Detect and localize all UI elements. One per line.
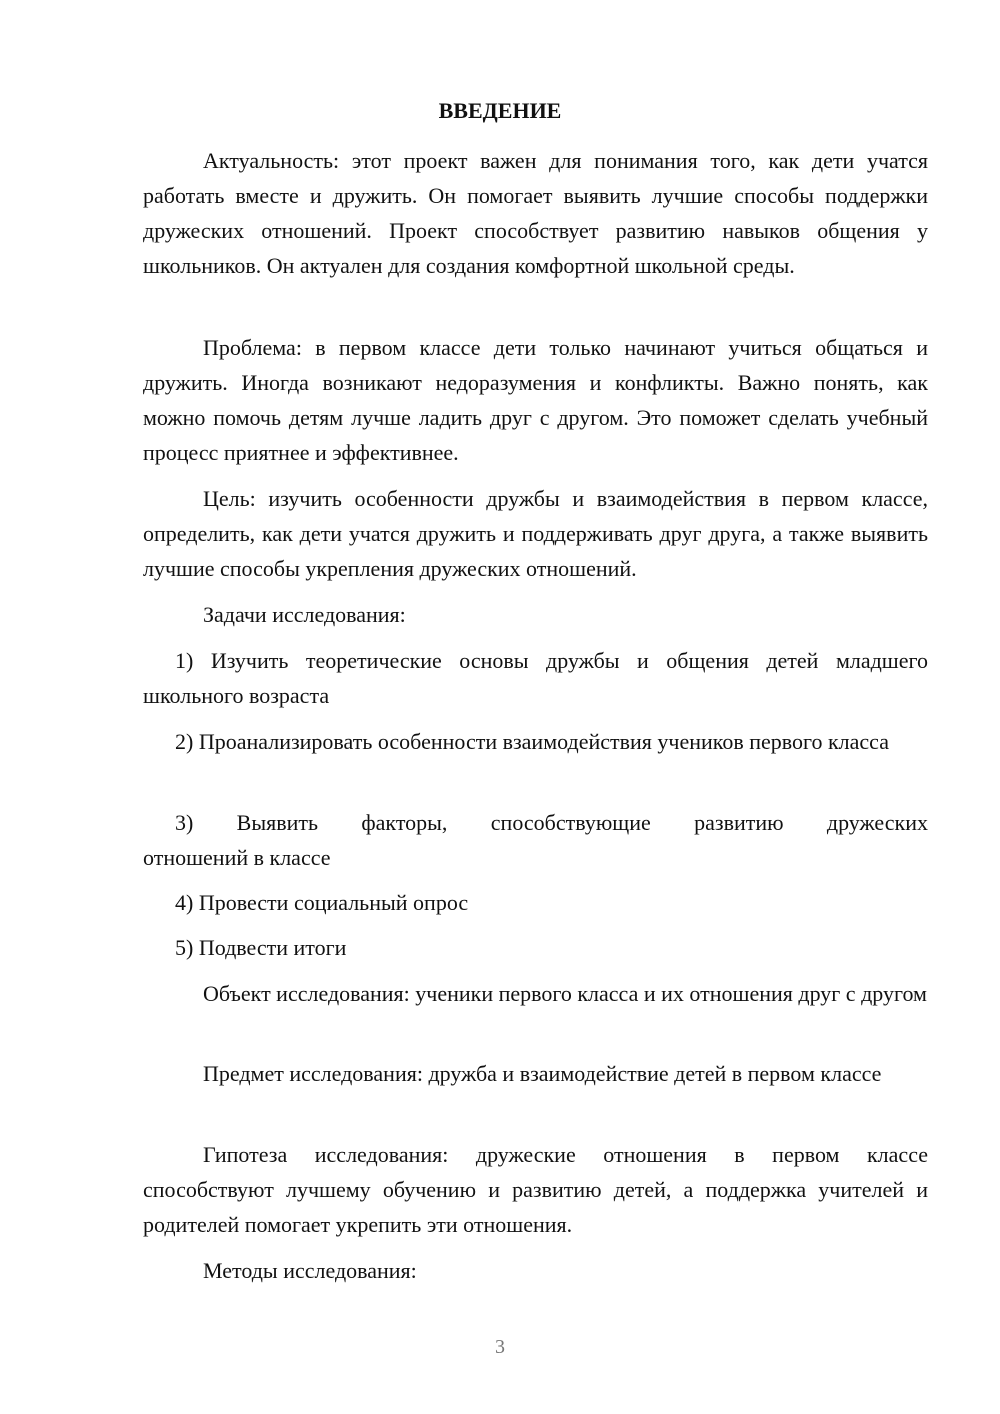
paragraph-problem: Проблема: в первом классе дети только начинают учиться общаться и дружить. Иногда возникают недоразумения и конфликты. Важно понять, как можно помочь детям лучше ладить друг с другом. Это поможет сделать учебный процесс приятнее и эффективнее. [143, 335, 928, 465]
task-3-word: факторы, [361, 810, 448, 835]
paragraph-relevance: Актуальность: этот проект важен для понимания того, как дети учатся работать вместе и дружить. Он помогает выявить лучшие способы поддержки дружеских отношений. Проект способствует развитию навыков общения у школьников. Он актуален для создания комфортной школьной среды. [143, 148, 928, 278]
task-item-4: 4) Провести социальный опрос [175, 890, 469, 915]
task-item-2: 2) Проанализировать особенности взаимодействия учеников первого класса [175, 729, 889, 754]
task-item-3-first-line [143, 805, 928, 840]
task-item-3 [143, 805, 928, 875]
page-number: 3 [495, 1336, 505, 1358]
paragraph-object: Объект исследования: ученики первого класса и их отношения друг с другом [203, 981, 927, 1006]
task-3-word: способствующие [490, 810, 651, 835]
task-item-3-second-line: отношений в классе [143, 845, 331, 870]
task-3-word: Выявить [236, 810, 319, 835]
task-item-1: 1) Изучить теоретические основы дружбы и общения детей младшего школьного возраста [143, 648, 928, 708]
task-3-word: дружеских [826, 810, 928, 835]
task-3-word: 3) [175, 810, 194, 835]
paragraph-goal: Цель: изучить особенности дружбы и взаимодействия в первом классе, определить, как дети учатся дружить и поддерживать друг друга, а также выявить лучшие способы укрепления дружеских отношений. [143, 486, 928, 581]
paragraph-subject: Предмет исследования: дружба и взаимодействие детей в первом классе [203, 1061, 882, 1086]
task-item-5: 5) Подвести итоги [175, 935, 347, 960]
task-3-word: развитию [694, 810, 784, 835]
methods-heading: Методы исследования: [203, 1258, 417, 1283]
tasks-heading: Задачи исследования: [203, 602, 406, 627]
page-title: ВВЕДЕНИЕ [438, 98, 562, 123]
paragraph-hypothesis: Гипотеза исследования: дружеские отношения в первом классе способствуют лучшему обучению и развитию детей, а поддержка учителей и родителей помогает укрепить эти отношения. [143, 1142, 928, 1237]
